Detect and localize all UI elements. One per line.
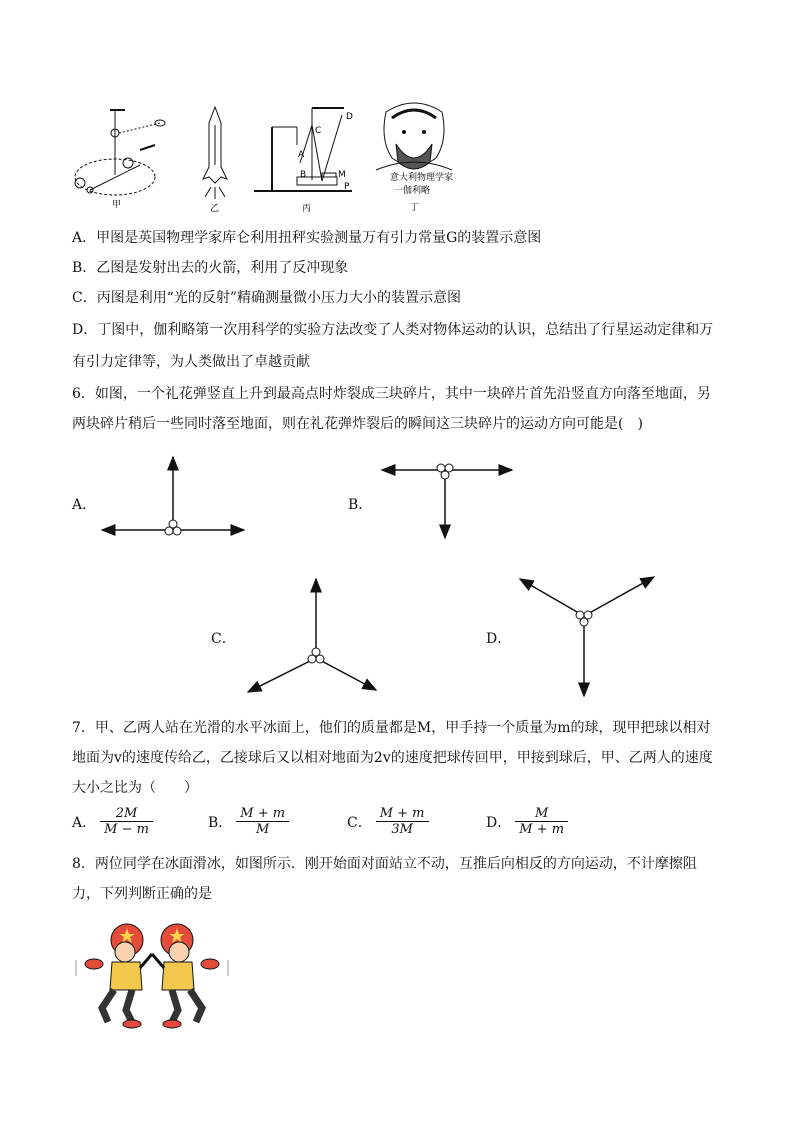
q6-stem-line-1: 6．如图，一个礼花弹竖直上升到最高点时炸裂成三块碎片，其中一块碎片首先沿竖直方向落至地面，另: [72, 386, 711, 402]
torsion-balance-diagram: [70, 105, 180, 215]
q6-option-b-diagram: [380, 458, 530, 548]
figure-label-bing: 丙: [302, 204, 312, 214]
q5-option-c: C．丙图是利用“光的反射”精确测量微小压力大小的装置示意图: [72, 290, 462, 306]
q7-option-b: B． $\frac{M + m}{M}$: [208, 806, 289, 837]
galileo-portrait: [372, 100, 456, 213]
q6-option-a-diagram: [100, 455, 260, 545]
svg-text:M: M: [338, 170, 346, 180]
q6-option-b-label: B．: [348, 497, 373, 513]
svg-text:一伽利略: 一伽利略: [394, 186, 431, 196]
q5-option-d-line-2: 有引力定律等，为人类做出了卓越贡献: [72, 354, 310, 370]
q6-stem-line-2: 两块碎片稍后一些同时落至地面，则在礼花弹炸裂后的瞬间这三块碎片的运动方向可能是( ): [72, 416, 643, 432]
q6-option-d-label: D．: [486, 631, 512, 647]
skaters-illustration: [72, 918, 232, 1028]
q5-option-b: B．乙图是发射出去的火箭，利用了反冲现象: [72, 260, 349, 276]
q7-option-d: D． $\frac{M}{M + m}$: [486, 806, 568, 837]
q6-option-a-label: A．: [72, 497, 97, 513]
q7-option-c: C． $\frac{M + m}{3M}$: [347, 806, 429, 837]
q7-stem-line-3: 大小之比为（ ）: [72, 780, 198, 796]
svg-text:D: D: [346, 112, 353, 122]
figure-label-ding: 丁: [410, 203, 420, 213]
q7-stem-line-1: 7．甲、乙两人站在光滑的水平冰面上，他们的质量都是M，甲手持一个质量为m的球，现甲把球以相对: [72, 720, 711, 736]
svg-text:B: B: [300, 170, 307, 180]
q5-option-d-line-1: D．丁图中，伽利略第一次用科学的实验方法改变了人类对物体运动的认识，总结出了行星运动定律和万: [72, 322, 714, 338]
figure-label-jia: 甲: [112, 200, 122, 210]
svg-text:C: C: [315, 126, 322, 136]
q5-option-a: A．甲图是英国物理学家库仑利用扭秤实验测量万有引力常量G的装置示意图: [72, 230, 542, 246]
q6-option-d-diagram: [518, 574, 658, 699]
reflection-apparatus-diagram: [252, 105, 362, 215]
svg-text:A: A: [298, 150, 305, 160]
q7-option-a: A． $\frac{2M}{M - m}$: [72, 806, 153, 837]
q8-stem-line-1: 8．两位同学在冰面滑冰，如图所示．刚开始面对面站立不动，互推后向相反的方向运动，不计摩擦阻: [72, 856, 697, 872]
q7-stem-line-2: 地面为v的速度传给乙，乙接球后又以相对地面为2v的速度把球传回甲，甲接到球后，甲、乙两人的速度: [72, 750, 713, 766]
figure-label-yi: 乙: [210, 204, 220, 214]
q6-option-c-diagram: [246, 576, 386, 696]
svg-text:P: P: [344, 182, 350, 192]
rocket-diagram: [185, 105, 245, 215]
q6-option-c-label: C．: [211, 631, 236, 647]
svg-text:意大利物理学家: 意大利物理学家: [390, 173, 454, 183]
q8-stem-line-2: 力，下列判断正确的是: [72, 886, 212, 902]
